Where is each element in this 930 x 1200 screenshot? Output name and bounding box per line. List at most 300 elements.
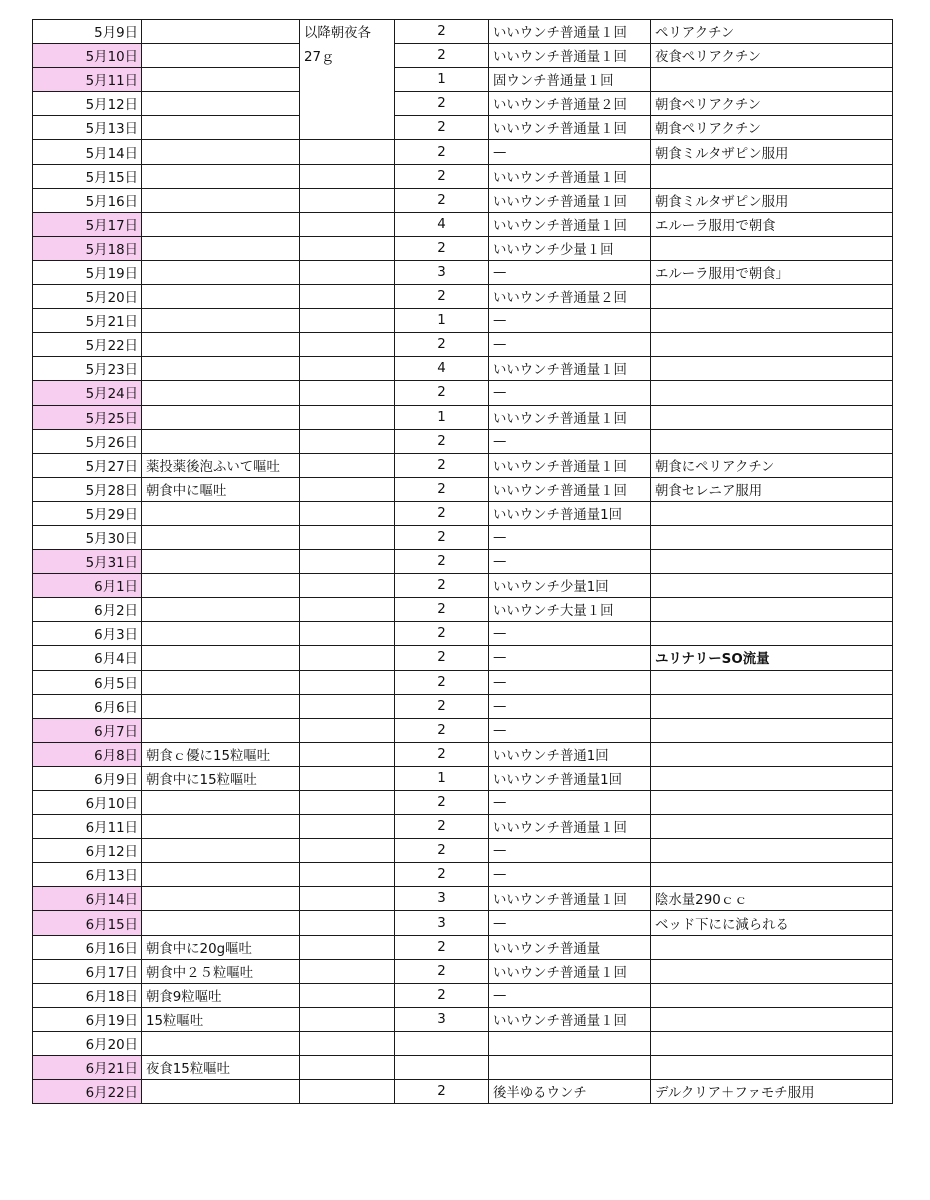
count-cell: 2 [395,453,489,477]
table-row [33,164,893,188]
stool-cell: — [489,260,651,284]
food-cell [300,381,395,405]
note-cell [651,285,893,309]
date-cell: 5月20日 [33,285,142,309]
table-row [33,20,893,44]
date-cell: 5月12日 [33,92,142,116]
table-row [33,477,893,501]
note-cell: 朝食ペリアクチン [651,92,893,116]
vomit-cell [142,333,300,357]
note-cell: 朝食ミルタザピン服用 [651,140,893,164]
date-cell: 6月10日 [33,791,142,815]
vomit-cell [142,429,300,453]
food-cell [300,839,395,863]
note-cell [651,766,893,790]
stool-cell: いいウンチ普通量１回 [489,357,651,381]
note-cell: デルクリア＋ファモチ服用 [651,1080,893,1104]
count-cell: 1 [395,766,489,790]
food-cell [300,622,395,646]
date-cell: 6月13日 [33,863,142,887]
vomit-cell [142,212,300,236]
stool-cell: いいウンチ普通量１回 [489,887,651,911]
vomit-cell [142,116,300,140]
stool-cell: いいウンチ普通量１回 [489,815,651,839]
vomit-cell [142,164,300,188]
stool-cell: — [489,309,651,333]
vomit-cell [142,622,300,646]
date-cell: 5月10日 [33,44,142,68]
note-cell [651,839,893,863]
vomit-cell: 薬投薬後泡ふいて嘔吐 [142,453,300,477]
note-cell [651,815,893,839]
note-cell: 朝食ペリアクチン [651,116,893,140]
vomit-cell [142,309,300,333]
note-cell [651,598,893,622]
food-cell [300,598,395,622]
table-row [33,501,893,525]
note-cell [651,525,893,549]
date-cell: 6月7日 [33,718,142,742]
count-cell: 2 [395,839,489,863]
vomit-cell [142,1031,300,1055]
date-cell: 5月25日 [33,405,142,429]
date-cell: 5月21日 [33,309,142,333]
vomit-cell [142,92,300,116]
count-cell [395,1056,489,1080]
vomit-cell [142,381,300,405]
stool-cell [489,1031,651,1055]
table-row [33,718,893,742]
stool-cell: いいウンチ普通量1回 [489,501,651,525]
table-row [33,429,893,453]
food-cell [300,357,395,381]
count-cell: 2 [395,501,489,525]
food-cell [300,863,395,887]
food-cell [300,140,395,164]
table-row [33,598,893,622]
stool-cell: — [489,646,651,670]
vomit-cell [142,863,300,887]
note-cell [651,357,893,381]
food-cell [300,1080,395,1104]
stool-cell: いいウンチ少量1回 [489,574,651,598]
table-row [33,622,893,646]
count-cell: 2 [395,863,489,887]
stool-cell: いいウンチ普通量１回 [489,453,651,477]
date-cell: 6月16日 [33,935,142,959]
stool-cell: いいウンチ普通量１回 [489,405,651,429]
food-cell [300,188,395,212]
count-cell: 2 [395,1080,489,1104]
date-cell: 5月19日 [33,260,142,284]
date-cell: 6月12日 [33,839,142,863]
food-cell [300,574,395,598]
table-row [33,381,893,405]
note-cell [651,670,893,694]
stool-cell: いいウンチ普通量１回 [489,44,651,68]
stool-cell [489,1056,651,1080]
note-cell [651,742,893,766]
stool-cell: 後半ゆるウンチ [489,1080,651,1104]
vomit-cell: 夜食15粒嘔吐 [142,1056,300,1080]
table-row [33,574,893,598]
date-cell: 5月26日 [33,429,142,453]
vomit-cell: 朝食9粒嘔吐 [142,983,300,1007]
table-row [33,44,893,68]
note-cell [651,550,893,574]
table-row [33,791,893,815]
note-cell: 朝食セレニア服用 [651,477,893,501]
date-cell: 5月23日 [33,357,142,381]
food-cell [300,429,395,453]
food-cell [300,694,395,718]
food-cell [300,212,395,236]
date-cell: 5月24日 [33,381,142,405]
table-row [33,694,893,718]
vomit-cell [142,525,300,549]
note-cell [651,983,893,1007]
vomit-cell [142,911,300,935]
date-cell: 5月31日 [33,550,142,574]
stool-cell: — [489,839,651,863]
stool-cell: いいウンチ普通量２回 [489,92,651,116]
vomit-cell: 朝食中２５粒嘔吐 [142,959,300,983]
date-cell: 6月17日 [33,959,142,983]
stool-cell: — [489,429,651,453]
count-cell: 2 [395,188,489,212]
date-cell: 6月3日 [33,622,142,646]
vomit-cell [142,550,300,574]
date-cell: 5月14日 [33,140,142,164]
table-row [33,140,893,164]
note-cell [651,1007,893,1031]
note-cell [651,381,893,405]
stool-cell: いいウンチ普通量 [489,935,651,959]
stool-cell: いいウンチ普通量１回 [489,164,651,188]
vomit-cell [142,285,300,309]
table-row [33,983,893,1007]
food-cell [300,887,395,911]
food-cell [300,670,395,694]
count-cell: 1 [395,309,489,333]
stool-cell: — [489,863,651,887]
stool-cell: いいウンチ普通量１回 [489,188,651,212]
table-row [33,285,893,309]
stool-cell: — [489,140,651,164]
count-cell: 1 [395,68,489,92]
count-cell: 2 [395,92,489,116]
date-cell: 6月14日 [33,887,142,911]
table-row [33,935,893,959]
table-row [33,116,893,140]
note-cell [651,959,893,983]
note-cell [651,574,893,598]
table-row [33,742,893,766]
stool-cell: — [489,670,651,694]
food-cell [300,477,395,501]
table-row [33,357,893,381]
food-cell [300,164,395,188]
date-cell: 5月11日 [33,68,142,92]
date-cell: 5月13日 [33,116,142,140]
stool-cell: いいウンチ大量１回 [489,598,651,622]
stool-cell: いいウンチ普通量１回 [489,20,651,44]
food-cell [300,285,395,309]
note-cell: 陰水量290ｃｃ [651,887,893,911]
count-cell: 2 [395,333,489,357]
date-cell: 5月18日 [33,236,142,260]
stool-cell: いいウンチ普通量1回 [489,766,651,790]
note-cell: ペリアクチン [651,20,893,44]
date-cell: 5月9日 [33,20,142,44]
table-row [33,959,893,983]
table-row [33,550,893,574]
count-cell: 2 [395,983,489,1007]
stool-cell: — [489,983,651,1007]
count-cell: 2 [395,959,489,983]
vomit-cell [142,574,300,598]
count-cell: 2 [395,718,489,742]
stool-cell: — [489,381,651,405]
vomit-cell [142,598,300,622]
care-log-body [33,20,893,1104]
note-cell [651,1031,893,1055]
table-row [33,670,893,694]
vomit-cell: 15粒嘔吐 [142,1007,300,1031]
food-cell [300,309,395,333]
date-cell: 5月22日 [33,333,142,357]
food-cell [300,501,395,525]
count-cell: 2 [395,670,489,694]
food-cell [300,718,395,742]
count-cell: 2 [395,477,489,501]
table-row [33,911,893,935]
stool-cell: いいウンチ普通1回 [489,742,651,766]
stool-cell: — [489,718,651,742]
note-cell [651,1056,893,1080]
note-cell [651,791,893,815]
note-cell [651,68,893,92]
food-cell [300,333,395,357]
table-row [33,405,893,429]
count-cell: 3 [395,911,489,935]
date-cell: 6月4日 [33,646,142,670]
note-cell: 夜食ペリアクチン [651,44,893,68]
date-cell: 5月28日 [33,477,142,501]
stool-cell: いいウンチ普通量１回 [489,477,651,501]
count-cell: 2 [395,381,489,405]
count-cell: 2 [395,116,489,140]
note-cell [651,164,893,188]
stool-cell: — [489,333,651,357]
count-cell: 2 [395,44,489,68]
table-row [33,260,893,284]
date-cell: 6月20日 [33,1031,142,1055]
table-row [33,815,893,839]
food-cell [300,405,395,429]
food-cell [300,1056,395,1080]
note-cell [651,429,893,453]
food-cell [300,236,395,260]
date-cell: 6月6日 [33,694,142,718]
date-cell: 6月1日 [33,574,142,598]
count-cell: 2 [395,164,489,188]
note-cell: ユリナリーSO流量 [651,646,893,670]
vomit-cell [142,236,300,260]
note-cell [651,622,893,646]
stool-cell: いいウンチ普通量１回 [489,116,651,140]
count-cell: 2 [395,815,489,839]
stool-cell: — [489,791,651,815]
stool-cell: — [489,911,651,935]
dose-note-cell: 以降朝夜各 27ｇ [300,20,395,140]
date-cell: 5月15日 [33,164,142,188]
vomit-cell [142,670,300,694]
vomit-cell [142,815,300,839]
count-cell: 2 [395,236,489,260]
date-cell: 6月5日 [33,670,142,694]
table-row [33,236,893,260]
stool-cell: — [489,550,651,574]
vomit-cell [142,68,300,92]
count-cell: 3 [395,887,489,911]
count-cell: 2 [395,935,489,959]
table-row [33,453,893,477]
note-cell [651,718,893,742]
count-cell: 2 [395,140,489,164]
count-cell: 3 [395,1007,489,1031]
note-cell: ベッド下にに減られる [651,911,893,935]
count-cell: 2 [395,622,489,646]
stool-cell: — [489,622,651,646]
food-cell [300,766,395,790]
food-cell [300,983,395,1007]
date-cell: 5月16日 [33,188,142,212]
vomit-cell [142,501,300,525]
table-row [33,863,893,887]
count-cell: 2 [395,20,489,44]
note-cell: 朝食にペリアクチン [651,453,893,477]
date-cell: 6月2日 [33,598,142,622]
stool-cell: 固ウンチ普通量１回 [489,68,651,92]
table-row [33,1056,893,1080]
count-cell: 4 [395,212,489,236]
count-cell: 3 [395,260,489,284]
vomit-cell [142,357,300,381]
note-cell [651,935,893,959]
stool-cell: いいウンチ普通量２回 [489,285,651,309]
food-cell [300,453,395,477]
food-cell [300,742,395,766]
table-row [33,212,893,236]
vomit-cell [142,646,300,670]
date-cell: 6月21日 [33,1056,142,1080]
stool-cell: いいウンチ普通量１回 [489,212,651,236]
vomit-cell [142,188,300,212]
note-cell [651,309,893,333]
date-cell: 6月19日 [33,1007,142,1031]
count-cell: 2 [395,791,489,815]
note-cell: エルーラ服用で朝食 [651,212,893,236]
note-cell: 朝食ミルタザピン服用 [651,188,893,212]
food-cell [300,260,395,284]
vomit-cell: 朝食ｃ優に15粒嘔吐 [142,742,300,766]
vomit-cell [142,405,300,429]
table-row [33,1007,893,1031]
vomit-cell: 朝食中に嘔吐 [142,477,300,501]
table-row [33,333,893,357]
vomit-cell [142,839,300,863]
date-cell: 5月17日 [33,212,142,236]
count-cell [395,1031,489,1055]
food-cell [300,646,395,670]
date-cell: 6月9日 [33,766,142,790]
date-cell: 6月8日 [33,742,142,766]
note-cell [651,333,893,357]
note-cell [651,694,893,718]
vomit-cell [142,260,300,284]
stool-cell: — [489,694,651,718]
table-row [33,525,893,549]
date-cell: 6月15日 [33,911,142,935]
date-cell: 6月22日 [33,1080,142,1104]
vomit-cell [142,20,300,44]
table-row [33,92,893,116]
stool-cell: いいウンチ普通量１回 [489,959,651,983]
note-cell [651,236,893,260]
date-cell: 6月18日 [33,983,142,1007]
vomit-cell [142,140,300,164]
stool-cell: — [489,525,651,549]
table-row [33,766,893,790]
care-log-table [32,19,893,1104]
count-cell: 2 [395,429,489,453]
vomit-cell [142,887,300,911]
table-row [33,188,893,212]
table-row [33,309,893,333]
vomit-cell [142,718,300,742]
count-cell: 2 [395,646,489,670]
note-cell [651,863,893,887]
count-cell: 4 [395,357,489,381]
count-cell: 1 [395,405,489,429]
table-row [33,1031,893,1055]
note-cell [651,405,893,429]
count-cell: 2 [395,742,489,766]
food-cell [300,525,395,549]
food-cell [300,935,395,959]
table-row [33,646,893,670]
food-cell [300,550,395,574]
food-cell [300,1007,395,1031]
table-row [33,68,893,92]
food-cell [300,791,395,815]
table-row [33,839,893,863]
date-cell: 5月27日 [33,453,142,477]
date-cell: 5月29日 [33,501,142,525]
vomit-cell [142,791,300,815]
date-cell: 6月11日 [33,815,142,839]
vomit-cell [142,694,300,718]
food-cell [300,911,395,935]
note-cell: エルーラ服用で朝食」 [651,260,893,284]
table-row [33,887,893,911]
vomit-cell: 朝食中に15粒嘔吐 [142,766,300,790]
food-cell [300,959,395,983]
vomit-cell [142,1080,300,1104]
note-cell [651,501,893,525]
vomit-cell: 朝食中に20g嘔吐 [142,935,300,959]
